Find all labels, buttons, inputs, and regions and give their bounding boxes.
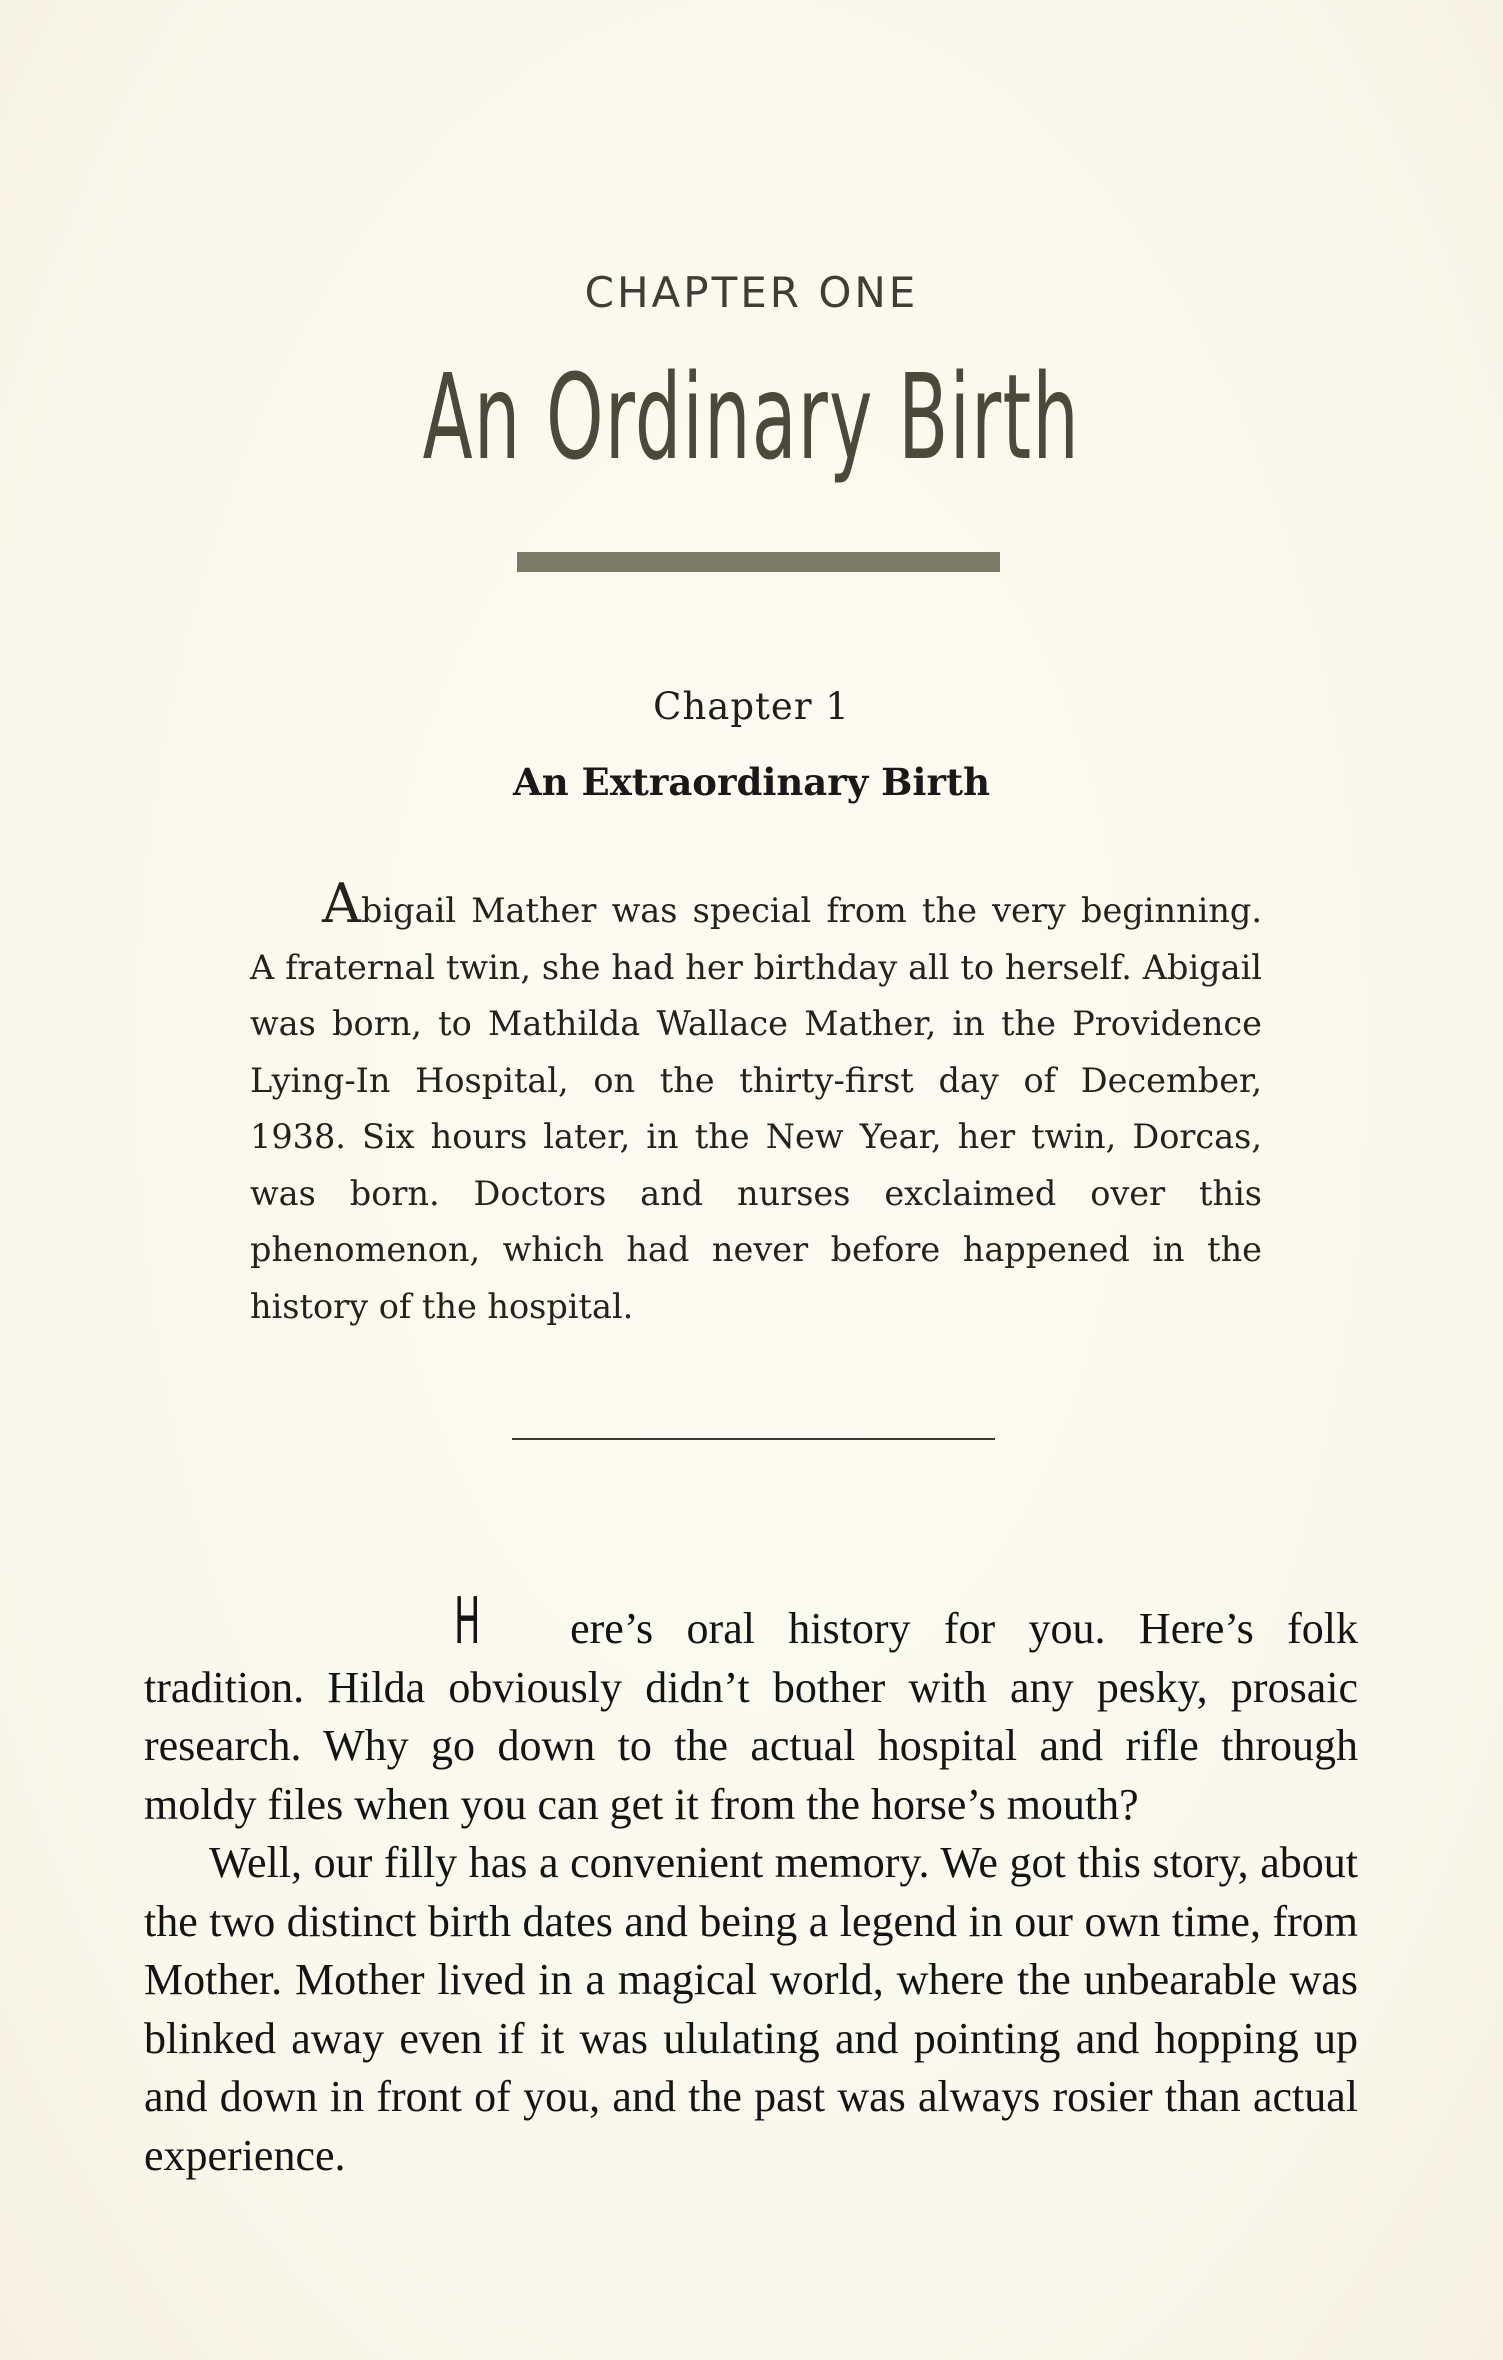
excerpt-paragraph	[250, 872, 1262, 1335]
chapter-label: CHAPTER ONE	[584, 268, 919, 317]
section-divider	[512, 1438, 995, 1440]
body-paragraph-1	[144, 1585, 1358, 1834]
body-paragraph-1-text: ere’s oral history for you. Here’s folk tradition. Hilda obviously didn’t bother with any pesky, prosaic research. Why go down to the actual hospital and rifle through moldy files when you can get it from the horse’s mouth?	[144, 1604, 1358, 1829]
title-rule	[517, 552, 1000, 572]
excerpt-paragraph-text: bigail Mather was special from the very beginning. A fraternal twin, she had her birthday all to herself. Abigail was born, to Mathilda Wallace Mather, in the Providence Lying-In Hospital, on the thirty-first day of December, 1938. Six hours later, in the New Year, her twin, Dorcas, was born. Doctors and nurses exclaimed over this phenomenon, which had never before happened in the history of the hospital.	[250, 891, 1262, 1326]
excerpt-chapter-number: Chapter 1	[653, 685, 850, 728]
body-text	[144, 1585, 1358, 2185]
excerpt-title: An Extraordinary Birth	[513, 760, 990, 804]
chapter-title: An Ordinary Birth	[422, 348, 1080, 486]
excerpt-block	[250, 872, 1262, 1335]
excerpt-first-letter: A	[322, 872, 361, 935]
body-paragraph-2: Well, our filly has a convenient memory. We got this story, about the two distinct birth dates and being a legend in our own time, from Mother. Mother lived in a magical world, where the unbearable was blinked away even if it was ululating and pointing and hopping up and down in front of you, and the past was always rosier than actual experience.	[144, 1838, 1358, 2180]
drop-cap: H	[454, 1585, 481, 1659]
